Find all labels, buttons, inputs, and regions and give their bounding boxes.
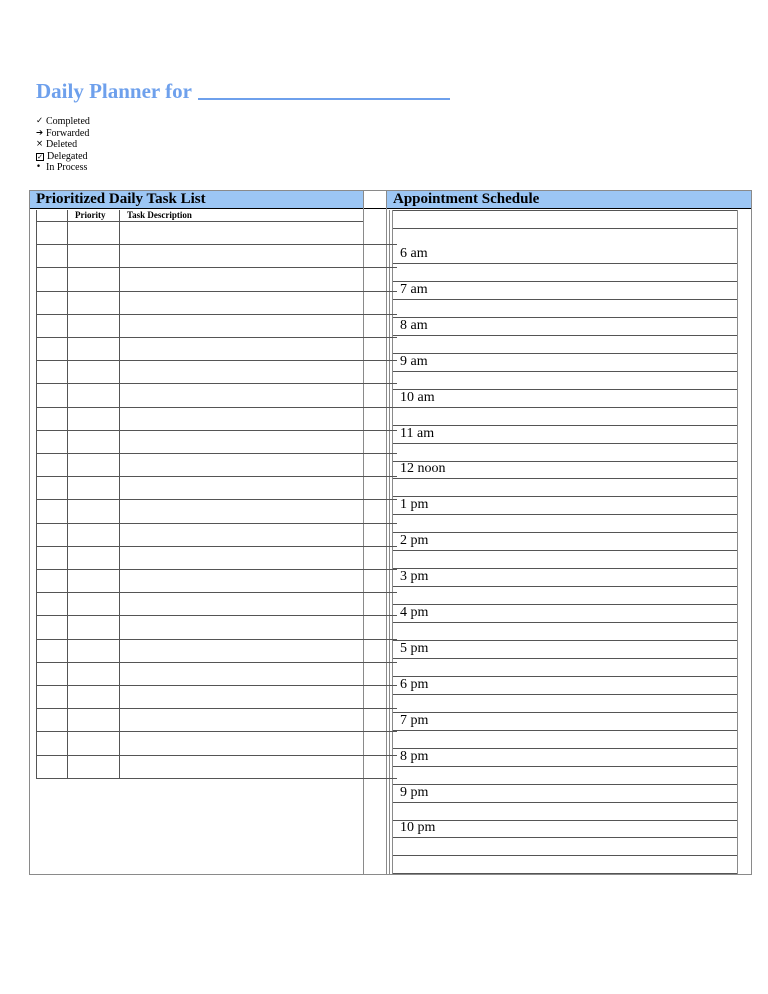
appointment-line <box>393 335 737 336</box>
appointment-line <box>393 694 737 695</box>
task-row[interactable] <box>36 384 397 407</box>
appointment-hour-label: 6 am <box>400 246 428 261</box>
task-row[interactable] <box>36 408 397 431</box>
task-row[interactable] <box>36 500 397 523</box>
task-row[interactable] <box>36 547 397 570</box>
appointment-hour-label: 4 pm <box>400 605 429 620</box>
appointment-line <box>393 263 737 264</box>
appointment-hour-label: 11 am <box>400 425 435 441</box>
appointment-line <box>393 514 737 515</box>
appointment-line <box>393 228 737 229</box>
task-row[interactable] <box>36 663 397 686</box>
task-row[interactable] <box>36 361 397 384</box>
legend-item <box>36 139 90 151</box>
appointment-line <box>393 658 737 659</box>
legend-label: Delegated <box>47 150 88 162</box>
appointment-line <box>393 389 737 390</box>
description-column-header: Task Description <box>127 210 192 220</box>
check-icon: ✓ <box>36 116 44 126</box>
task-row[interactable] <box>36 524 397 547</box>
appointment-line <box>393 425 737 426</box>
appointment-line <box>393 478 737 479</box>
task-row[interactable] <box>36 640 397 663</box>
appointment-line <box>393 407 737 408</box>
appointment-line <box>393 353 737 354</box>
task-row[interactable] <box>36 268 397 291</box>
appointment-hour-label: 3 pm <box>400 569 429 585</box>
appointment-line <box>393 443 737 444</box>
date-blank-line[interactable] <box>198 98 450 100</box>
header-gap <box>364 191 386 209</box>
task-row[interactable] <box>36 756 397 779</box>
task-row[interactable] <box>36 732 397 755</box>
appointment-hour-label: 6 pm <box>400 676 429 692</box>
appointment-line <box>393 640 737 641</box>
task-list-header <box>30 191 363 209</box>
appointment-line <box>393 802 737 803</box>
appointment-header <box>387 191 751 209</box>
appointment-hour-label: 7 am <box>400 281 428 297</box>
page-title-text: Daily Planner for <box>36 79 192 103</box>
appointment-line <box>393 784 737 785</box>
task-list-title: Prioritized Daily Task List <box>36 191 206 207</box>
appointment-hour-label: 1 pm <box>400 497 429 513</box>
legend-item <box>36 116 90 128</box>
task-row[interactable] <box>36 431 397 454</box>
x-icon: × <box>36 139 44 150</box>
checked-box-icon: ✓ <box>37 152 43 161</box>
appointment-line <box>393 676 737 677</box>
appointment-line <box>393 730 737 731</box>
appointment-hour-label: 2 pm <box>400 533 429 549</box>
task-row[interactable] <box>36 570 397 593</box>
appointment-hour-label: 5 pm <box>400 640 429 656</box>
task-row[interactable] <box>36 338 397 361</box>
task-row[interactable] <box>36 686 397 709</box>
appointment-hour-label: 8 am <box>400 317 428 333</box>
appointment-line <box>393 532 737 533</box>
task-row[interactable] <box>36 292 397 315</box>
appointment-line <box>393 568 737 569</box>
task-row[interactable] <box>36 315 397 338</box>
appointment-hour-label: 10 pm <box>400 820 436 836</box>
appt-right-line <box>737 210 738 874</box>
appointment-line <box>393 371 737 372</box>
appointment-hour-label: 12 noon <box>400 461 446 477</box>
appointment-line <box>393 586 737 587</box>
appointment-hour-label: 8 pm <box>400 748 429 764</box>
appointment-line <box>393 210 737 211</box>
task-row[interactable] <box>36 616 397 639</box>
appointment-line <box>393 766 737 767</box>
appointment-line <box>393 622 737 623</box>
appointment-line <box>393 748 737 749</box>
appointment-line <box>393 317 737 318</box>
legend-label: In Process <box>46 162 88 174</box>
task-row[interactable] <box>36 593 397 616</box>
legend-label: Deleted <box>46 139 78 151</box>
task-row[interactable] <box>36 454 397 477</box>
appointment-hour-label: 9 pm <box>400 784 429 800</box>
appointment-title: Appointment Schedule <box>393 191 540 207</box>
appointment-line <box>393 837 737 838</box>
task-row[interactable] <box>36 222 397 245</box>
column-header-underline <box>36 210 363 222</box>
appointment-line <box>393 550 737 551</box>
appointment-hour-label: 7 pm <box>400 712 429 728</box>
legend-label: Forwarded <box>46 127 90 139</box>
task-row[interactable] <box>36 245 397 268</box>
legend-label: Completed <box>46 116 90 127</box>
appointment-line <box>393 820 737 821</box>
status-legend <box>36 116 90 174</box>
task-row[interactable] <box>36 709 397 732</box>
appointment-line <box>393 299 737 300</box>
appointment-line <box>393 496 737 497</box>
appointment-line <box>393 281 737 282</box>
page-title <box>36 74 450 104</box>
appointment-line <box>393 873 737 874</box>
legend-item <box>36 128 90 140</box>
appointment-line <box>393 712 737 713</box>
appointment-hour-label: 9 am <box>400 353 428 369</box>
legend-item <box>36 151 90 163</box>
appointment-line <box>393 604 737 605</box>
appointment-line <box>393 855 737 856</box>
priority-column-header: Priority <box>75 210 106 220</box>
appointment-hour-label: 10 am <box>400 389 435 405</box>
legend-item <box>36 162 90 174</box>
task-row[interactable] <box>36 477 397 500</box>
bullet-icon: • <box>36 162 42 173</box>
arrow-right-icon: ➔ <box>36 127 44 138</box>
